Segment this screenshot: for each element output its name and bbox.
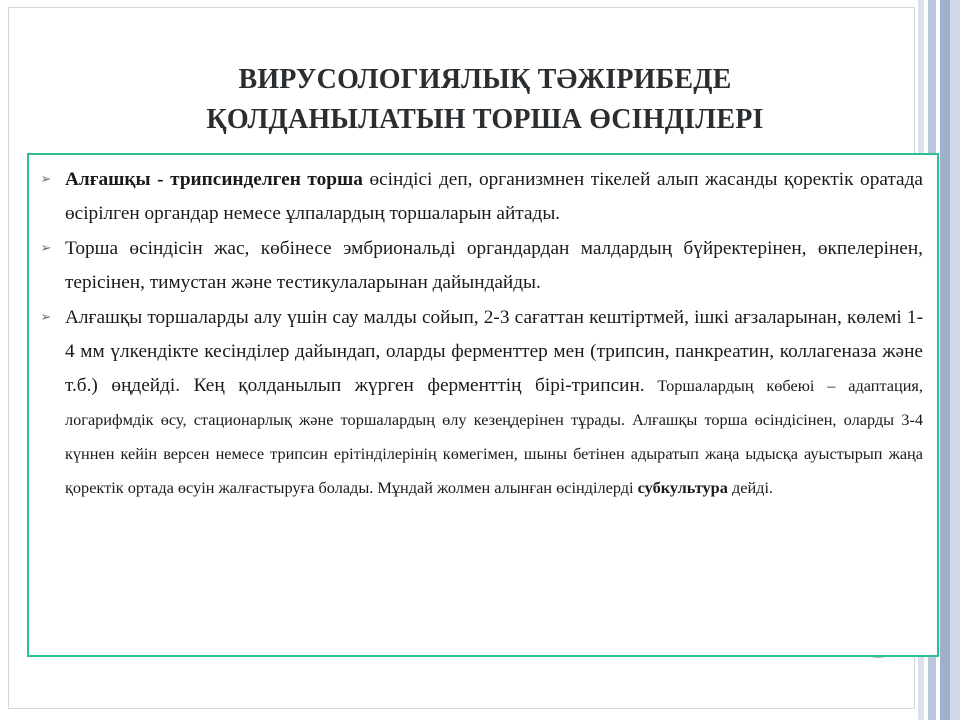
title-line-1: ВИРУСОЛОГИЯЛЫҚ ТӘЖІРИБЕДЕ [238, 64, 732, 95]
stripe [950, 0, 960, 720]
title-line-2: ҚОЛДАНЫЛАТЫН ТОРША ӨСІНДІЛЕРІ [206, 104, 764, 135]
bullet-1-bold-lead: Алғашқы - трипсинделген торша [65, 169, 363, 190]
bullet-item-3 [39, 301, 923, 505]
bullet-1-text: өсіндісі деп, организмнен тікелей алып жасанды қоректік оратада өсірілген органдар немесе ұлпалардың торшаларын айтады. [65, 169, 923, 224]
content-frame [27, 153, 939, 657]
slide-title [60, 60, 910, 140]
bullet-3-text-small: Торшалардың көбеюі – адаптация, логарифмдік өсу, стационарлық және торшалардың өлу кезеңдерінен тұрады. Алғашқы торша өсіндісінен, оларды 3-4 күннен кейін версен немесе трипсин ерітінділерінің көмегімен, шыны бетінен адыратып жаңа ыдысқа ауыстырып жаңа қоректік ортада өсуін жалғастыруға болады. Мұндай жолмен алынған өсінділерді [65, 376, 923, 497]
bullet-3-text-end: дейді. [727, 478, 774, 497]
bullet-2-text: Торша өсіндісін жас, көбінесе эмбриональді органдардан малдардың бүйректерінен, өкпелерінен, терісінен, тимустан және тестикулаларынан дайындайды. [65, 238, 923, 293]
bullet-item-1 [39, 163, 923, 231]
bullet-3-bold-term: субкультура [637, 478, 728, 497]
arrowhead-right-icon: ➢ [40, 310, 52, 325]
stripe [940, 0, 950, 720]
arrowhead-right-icon: ➢ [40, 241, 52, 256]
arrowhead-right-icon: ➢ [40, 172, 52, 187]
bullet-item-2 [39, 232, 923, 300]
bullet-3-text-large: Алғашқы торшаларды алу үшін сау малды сойып, 2-3 сағаттан кештіртмей, ішкі ағзаларынан, көлемі 1-4 мм үлкендікте кесінділер дайындап, оларды ферменттер мен (трипсин, панкреатин, коллагеназа және т.б.) өңдейді. Кең қолданылып жүрген ферменттің бірі-трипсин. [65, 307, 923, 396]
